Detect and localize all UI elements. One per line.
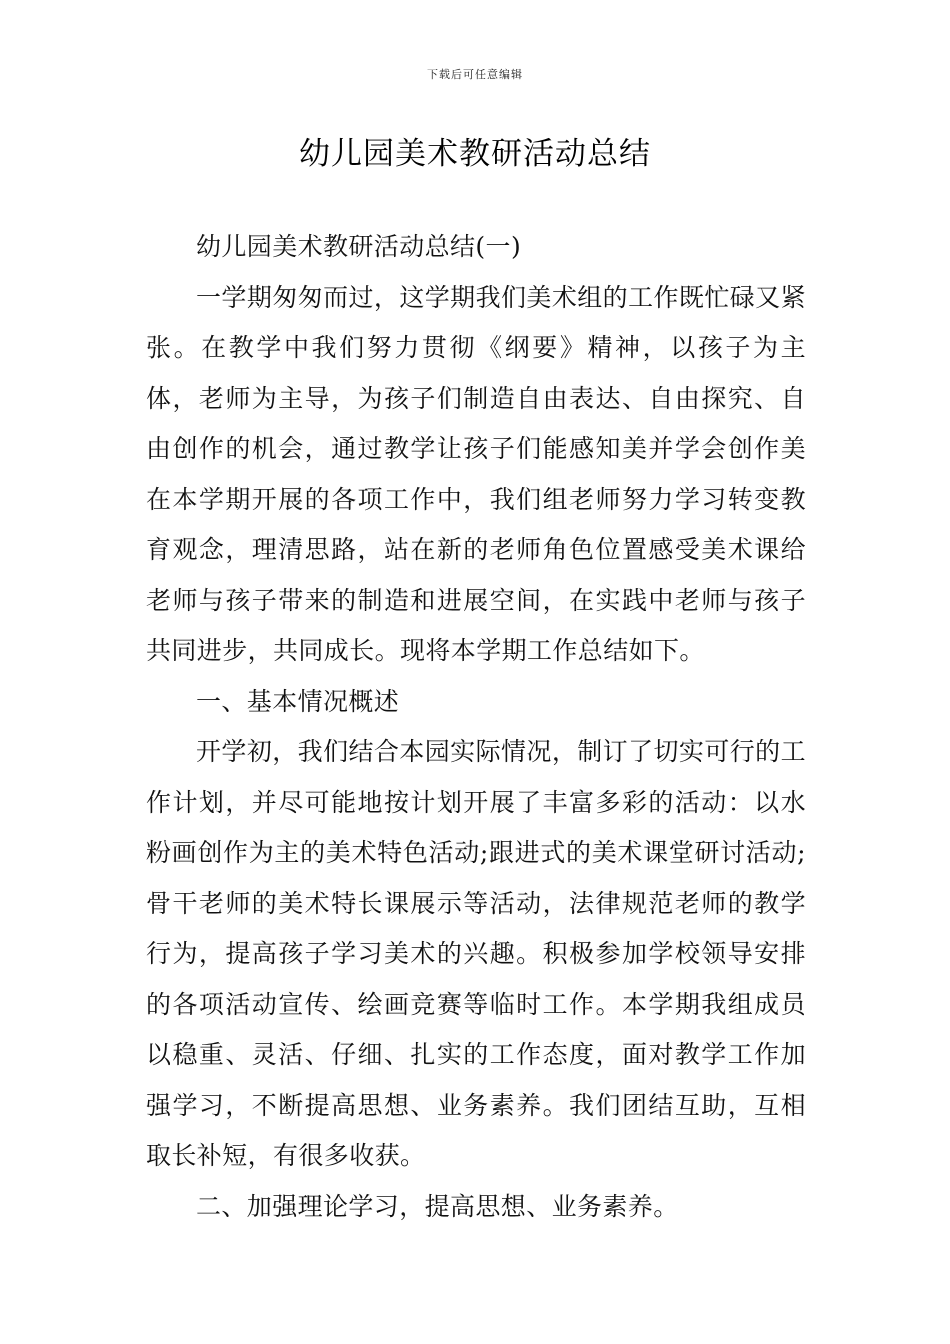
subtitle-paragraph: 幼儿园美术教研活动总结(一) <box>196 232 522 261</box>
section-heading-2: 二、加强理论学习，提高思想、业务素养。 <box>196 1191 679 1221</box>
section-1-paragraph: 开学初，我们结合本园实际情况，制订了切实可行的工作计划，并尽可能地按计划开展了丰富多彩的活动：以水粉画创作为主的美术特色活动;跟进式的美术课堂研讨活动;骨干老师的美术特长课展示等活动，法律规范老师的教学行为，提高孩子学习美术的兴趣。积极参加学校领导安排的各项活动宣传、绘画竞赛等临时工作。本学期我组成员以稳重、灵活、仔细、扎实的工作态度，面对教学工作加强学习，不断提高思想、业务素养。我们团结互助，互相取长补短，有很多收获。 <box>146 737 806 1170</box>
section-heading-1: 一、基本情况概述 <box>196 686 400 716</box>
document-title: 幼儿园美术教研活动总结 <box>299 136 651 172</box>
header-note: 下载后可任意编辑 <box>427 68 523 81</box>
intro-paragraph: 一学期匆匆而过，这学期我们美术组的工作既忙碌又紧张。在教学中我们努力贯彻《纲要》精神，以孩子为主体，老师为主导，为孩子们制造自由表达、自由探究、自由创作的机会，通过教学让孩子们能感知美并学会创作美在本学期开展的各项工作中，我们组老师努力学习转变教育观念，理清思路，站在新的老师角色位置感受美术课给老师与孩子带来的制造和进展空间，在实践中老师与孩子共同进步，共同成长。现将本学期工作总结如下。 <box>146 282 806 665</box>
document-body <box>146 222 806 1232</box>
